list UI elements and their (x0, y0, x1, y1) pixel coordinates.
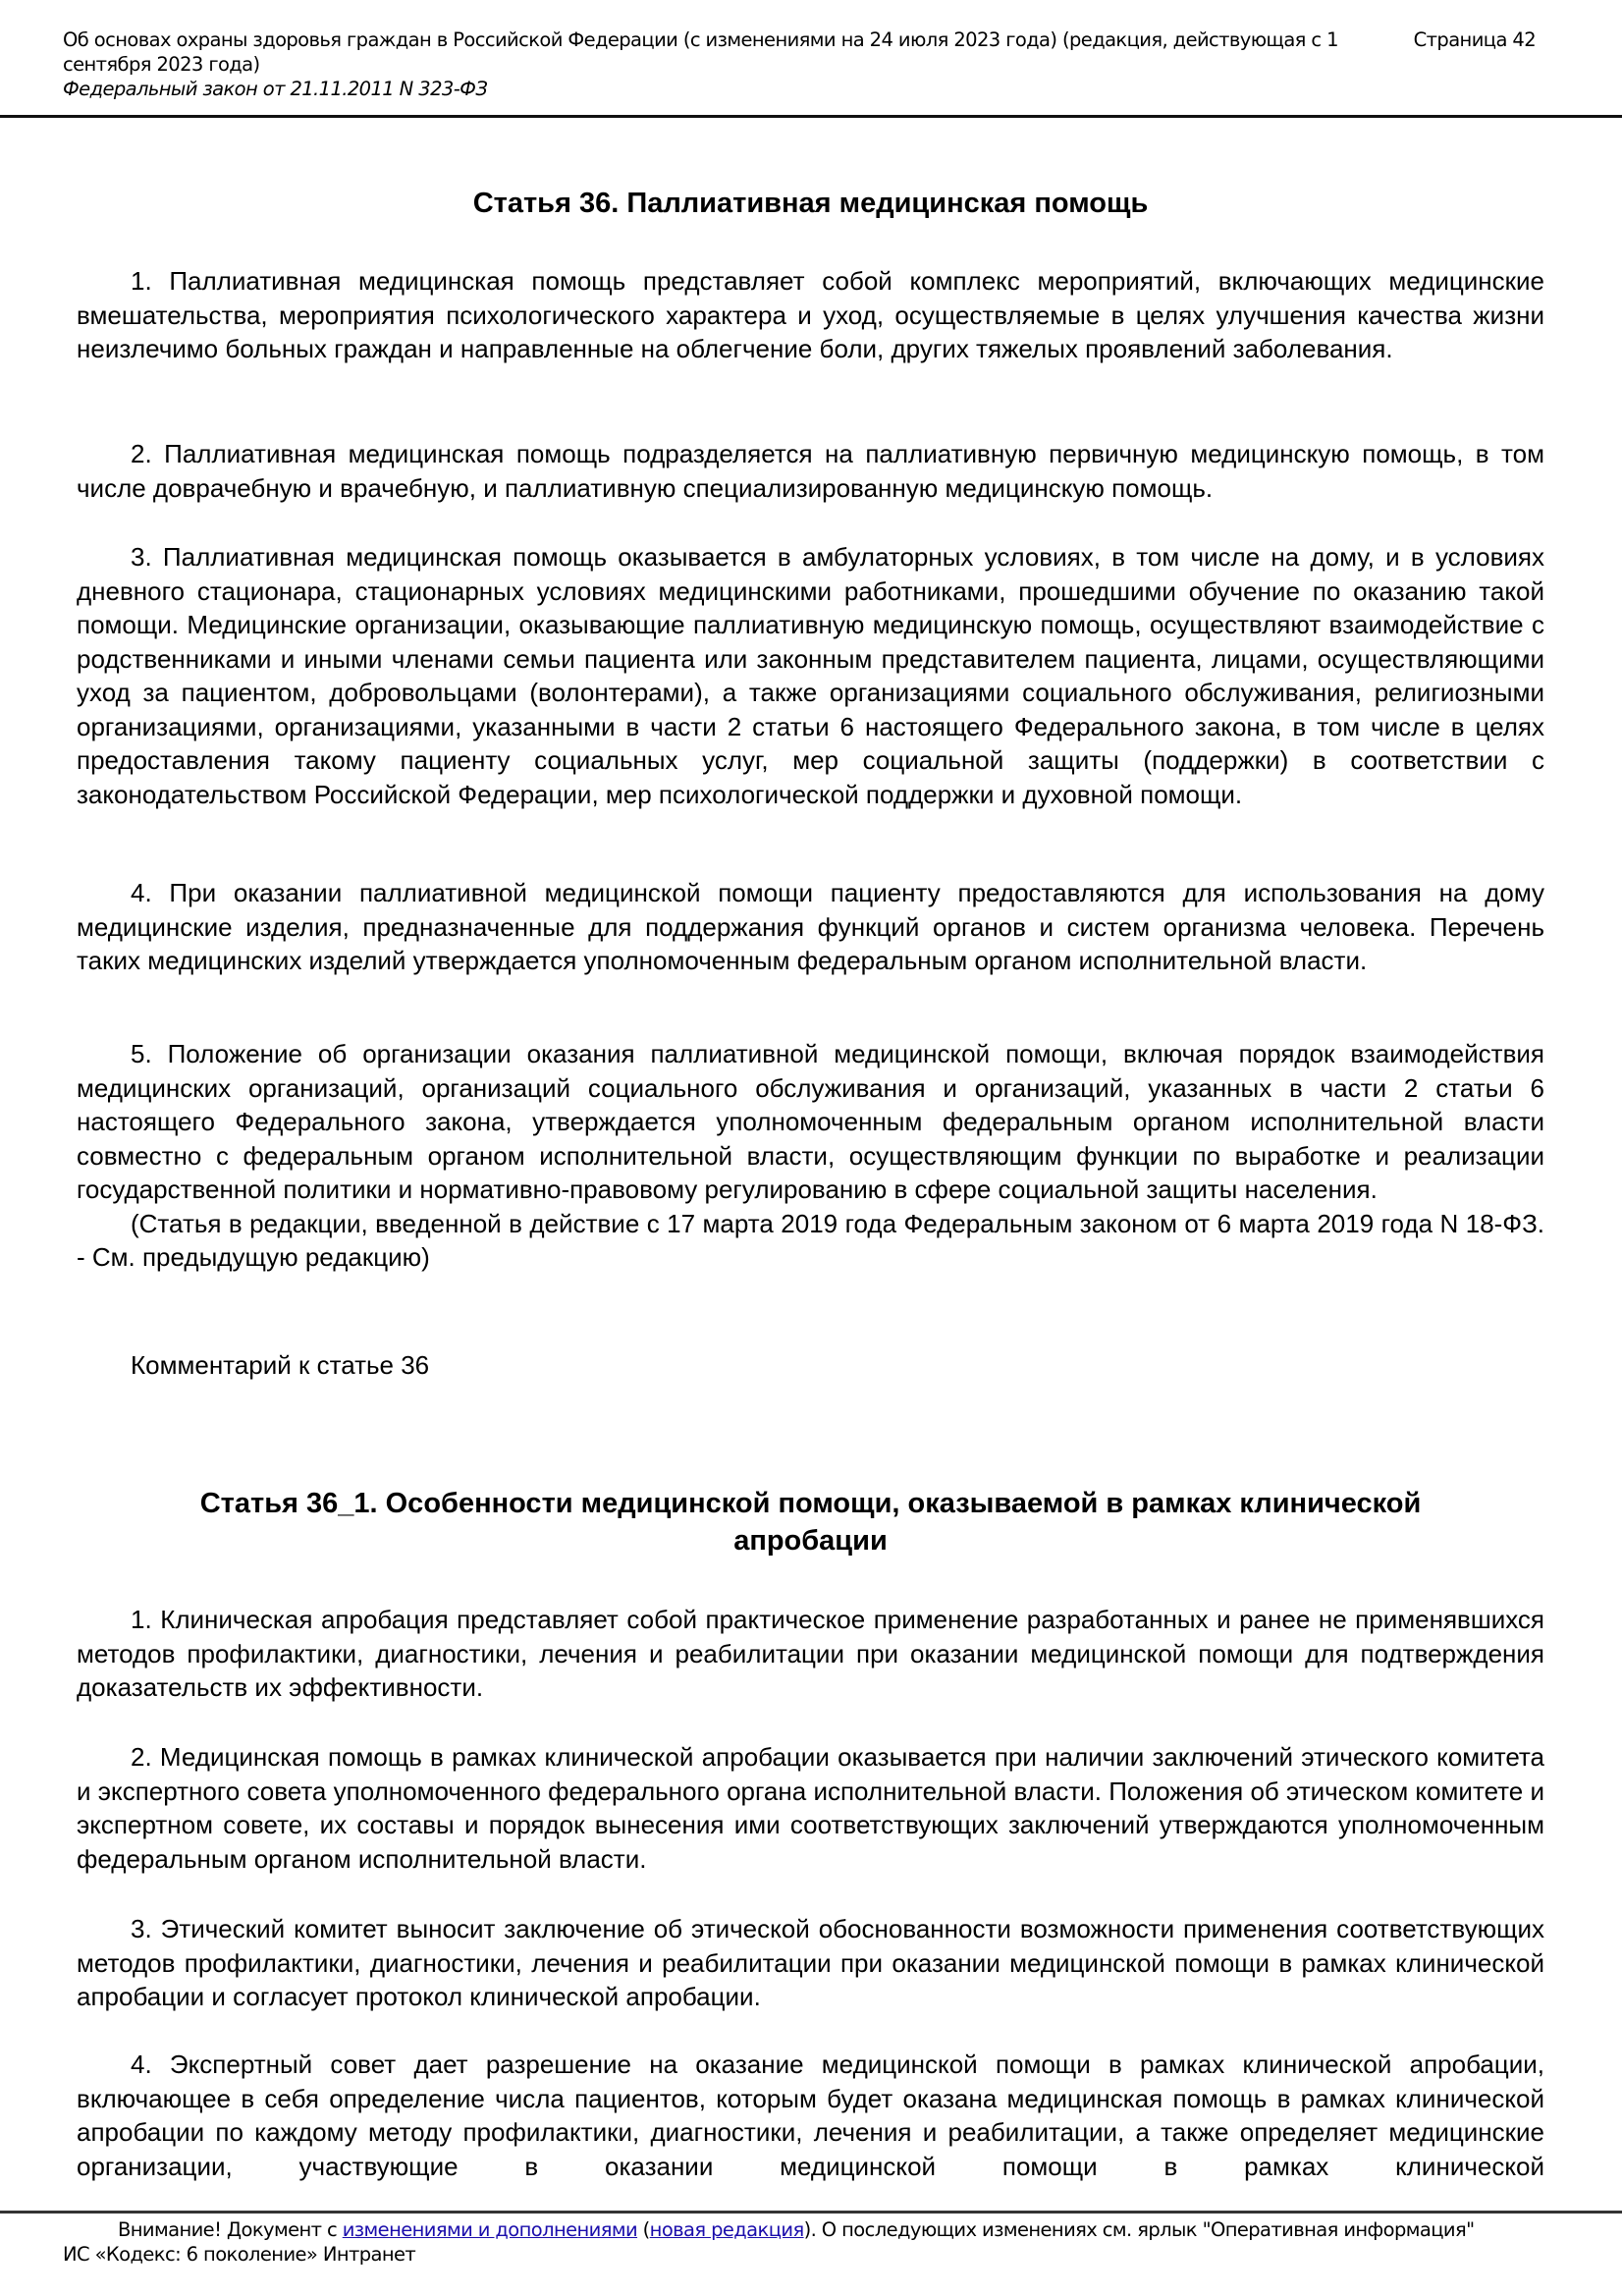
edition-note: (Статья в редакции, введенной в действие с 17 марта 2019 года Федеральным законом от 6 марта 2019 года N 18-ФЗ. - См. предыдущую редакцию) (77, 1208, 1544, 1272)
footer-notice (63, 2217, 1595, 2242)
law-prefix: Федеральный закон от (63, 78, 291, 100)
article-36-paragraph-5 (77, 1037, 1544, 1275)
paragraph-text: 3. Паллиативная медицинская помощь оказывается в амбулаторных условиях, в том числе на дому, и в условиях дневного стационара, стационарных условиях медицинскими работниками, прошедшими обучение по оказанию такой помощи. Медицинские организации, оказывающие паллиативную медицинскую помощь, осуществляют взаимодействие с родственниками и иными членами семьи пациента или законным представителем пациента, лицами, осуществляющими уход за пациентом, добровольцами (волонтерами), а также организациями социального обслуживания, религиозными организациями, организациями, указанными в части 2 статьи 6 настоящего Федерального закона, в том числе в целях предоставления такому пациенту социальных услуг, мер социальной защиты (поддержки) в соответствии с законодательством Российской Федерации, мер психологической поддержки и духовной помощи. (77, 542, 1544, 809)
page-number: Страница 42 (1413, 28, 1536, 51)
paragraph-text: 4. При оказании паллиативной медицинской помощи пациенту предоставляются для использования на дому медицинские изделия, предназначенные для поддержания функций органов и систем организма человека. Перечень таких медицинских изделий утверждается уполномоченным федеральным органом исполнительной власти. (77, 878, 1544, 975)
article-36-1-paragraph-3 (77, 1912, 1544, 2014)
paragraph-text: 2. Паллиативная медицинская помощь подразделяется на паллиативную первичную медицинскую помощь, в том числе доврачебную и врачебную, и паллиативную специализированную медицинскую помощь. (77, 439, 1544, 503)
system-name: ИС «Кодекс: 6 поколение» Интранет (63, 2243, 416, 2266)
article-36-1-paragraph-2 (77, 1740, 1544, 1876)
footer-divider (0, 2211, 1622, 2214)
changes-link[interactable]: изменениями и дополнениями (342, 2218, 638, 2241)
article-36-1-title: Статья 36_1. Особенности медицинской помощи, оказываемой в рамках клинической апробации (199, 1488, 1422, 1557)
notice-prefix: Внимание! Документ с (118, 2218, 343, 2241)
article-36-1-paragraph-1 (77, 1603, 1544, 1705)
notice-suffix: ). О последующих изменениях см. ярлык "Оперативная информация" (803, 2218, 1475, 2241)
article-36-paragraph-3 (77, 540, 1544, 811)
document-title: Об основах охраны здоровья граждан в Российской Федерации (с изменениями на 24 июля 2023 года) (редакция, действующая с 1 сентября 2023 года) (63, 28, 1338, 76)
law-reference (63, 77, 1555, 101)
article-36-title: Статья 36. Паллиативная медицинская помощь (472, 188, 1149, 219)
paragraph-text: 4. Экспертный совет дает разрешение на оказание медицинской помощи в рамках клинической апробации, включающее в себя определение числа пациентов, которым будет оказана медицинская помощь в рамках клинической апробации по каждому методу профилактики, диагностики, лечения и реабилитации, а также определяет медицинские организации, участвующие в оказании медицинской помощи в рамках клинической (77, 2050, 1544, 2181)
page-header (63, 27, 1555, 101)
article-36-1-paragraph-4 (77, 2048, 1544, 2205)
paragraph-text: 1. Паллиативная медицинская помощь представляет собой комплекс мероприятий, включающих медицинские вмешательства, мероприятия психологического характера и уход, осуществляемые в целях улучшения качества жизни неизлечимо больных граждан и направленные на облегчение боли, других тяжелых проявлений заболевания. (77, 266, 1544, 363)
article-36-paragraph-2 (77, 437, 1544, 505)
comment-link[interactable]: Комментарий к статье 36 (131, 1350, 430, 1380)
paragraph-text: 2. Медицинская помощь в рамках клинической апробации оказывается при наличии заключений этического комитета и экспертного совета уполномоченного федерального органа исполнительной власти. Положения об этическом комитете и экспертном совете, их составы и порядок вынесения ими соответствующих заключений утверждаются уполномоченным федеральным органом исполнительной власти. (77, 1742, 1544, 1874)
page-footer (63, 2217, 1595, 2267)
new-edition-link[interactable]: новая редакция (649, 2218, 804, 2241)
law-number: 21.11.2011 N 323-ФЗ (290, 78, 488, 100)
article-36-comment[interactable] (77, 1348, 1544, 1383)
paragraph-text: 1. Клиническая апробация представляет собой практическое применение разработанных и ранее не применявшихся методов профилактики, диагностики, лечения и реабилитации при оказании медицинской помощи для подтверждения доказательств их эффективности. (77, 1605, 1544, 1702)
paragraph-text: 5. Положение об организации оказания паллиативной медицинской помощи, включая порядок взаимодействия медицинских организаций, организаций социального обслуживания и организаций, указанных в части 2 статьи 6 настоящего Федерального закона, утверждается уполномоченным федеральным органом исполнительной власти совместно с федеральным органом исполнительной власти, осуществляющим функции по выработке и реализации государственной политики и нормативно-правовому регулированию в сфере социальной защиты населения. (77, 1039, 1544, 1204)
paragraph-text: 3. Этический комитет выносит заключение об этической обоснованности возможности применения соответствующих методов профилактики, диагностики, лечения и реабилитации при оказании медицинской помощи в рамках клинической апробации и согласует протокол клинической апробации. (77, 1914, 1544, 2011)
header-divider (0, 115, 1622, 118)
article-36-paragraph-1 (77, 264, 1544, 366)
article-36-paragraph-4 (77, 876, 1544, 978)
paren-open: ( (637, 2218, 650, 2241)
